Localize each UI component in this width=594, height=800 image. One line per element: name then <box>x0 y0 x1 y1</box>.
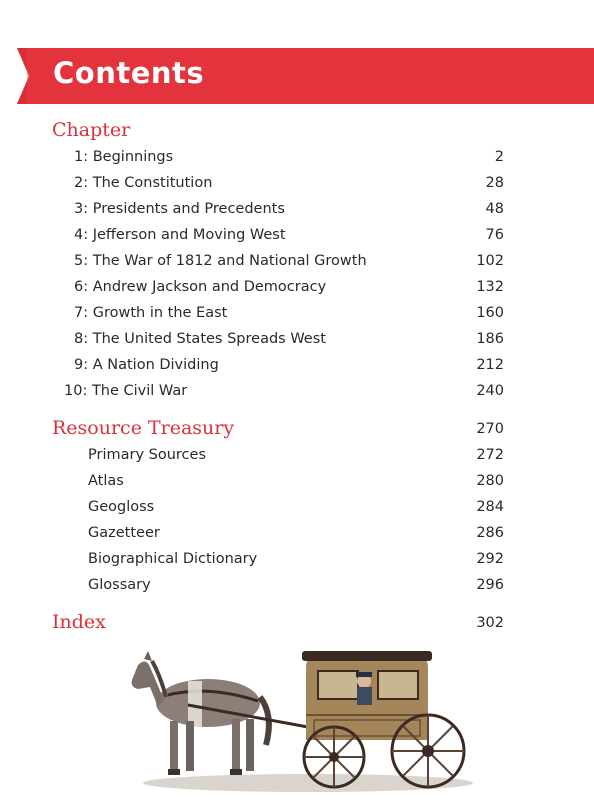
toc-row[interactable] <box>0 499 594 521</box>
toc-entry-label: Geogloss <box>88 499 155 515</box>
toc-row[interactable] <box>0 331 594 353</box>
toc-row[interactable] <box>0 473 594 495</box>
toc-page-number: 76 <box>485 227 504 243</box>
toc-page-number: 132 <box>476 279 504 295</box>
toc-page-number: 286 <box>476 525 504 541</box>
toc-entry-label: Primary Sources <box>88 447 206 463</box>
toc-row[interactable] <box>0 383 594 405</box>
toc-row[interactable] <box>0 551 594 573</box>
toc-page-number: 28 <box>485 175 504 191</box>
toc-row[interactable] <box>0 525 594 547</box>
toc-row[interactable] <box>0 227 594 249</box>
toc-row[interactable] <box>0 279 594 301</box>
toc-row[interactable] <box>0 357 594 379</box>
resource-treasury-row[interactable] <box>0 419 594 443</box>
toc-row[interactable] <box>0 201 594 223</box>
index-row[interactable] <box>0 613 594 637</box>
toc-page-number: 240 <box>476 383 504 399</box>
toc-entry-label: Biographical Dictionary <box>88 551 258 567</box>
toc-page-number: 160 <box>476 305 504 321</box>
index-heading: Index <box>52 611 106 633</box>
toc-row[interactable] <box>0 253 594 275</box>
toc-page-number: 270 <box>476 421 504 437</box>
toc-page-number: 212 <box>476 357 504 373</box>
toc-page-number: 280 <box>476 473 504 489</box>
toc-entry-label: Gazetteer <box>88 525 160 541</box>
toc-entry-label: 1: Beginnings <box>74 149 174 165</box>
toc-page-number: 302 <box>476 615 504 631</box>
toc-entry-label: 4: Jefferson and Moving West <box>74 227 286 243</box>
toc-page-number: 48 <box>485 201 504 217</box>
resource-treasury-heading: Resource Treasury <box>52 417 235 439</box>
toc-entry-label: 3: Presidents and Precedents <box>74 201 285 217</box>
toc-entry-label: 6: Andrew Jackson and Democracy <box>74 279 327 295</box>
toc-page-number: 2 <box>494 149 504 165</box>
horse-drawn-mail-carriage-icon <box>128 645 478 795</box>
toc-row[interactable] <box>0 175 594 197</box>
toc-row[interactable] <box>0 149 594 171</box>
toc-page-number: 284 <box>476 499 504 515</box>
toc-row[interactable] <box>0 577 594 599</box>
page-title: Contents <box>53 56 205 90</box>
toc-page-number: 186 <box>476 331 504 347</box>
chapter-heading: Chapter <box>52 119 131 141</box>
toc-entry-label: Atlas <box>88 473 124 489</box>
toc-entry-label: 8: The United States Spreads West <box>74 331 326 347</box>
contents-banner <box>17 48 594 104</box>
toc-entry-label: Glossary <box>88 577 151 593</box>
toc-entry-label: 9: A Nation Dividing <box>74 357 219 373</box>
toc-entry-label: 7: Growth in the East <box>74 305 228 321</box>
toc-page-number: 272 <box>476 447 504 463</box>
toc-entry-label: 2: The Constitution <box>74 175 213 191</box>
toc-page-number: 102 <box>476 253 504 269</box>
toc-entry-label: 10: The Civil War <box>64 383 188 399</box>
toc-row[interactable] <box>0 305 594 327</box>
toc-page-number: 292 <box>476 551 504 567</box>
toc-row[interactable] <box>0 447 594 469</box>
toc-page-number: 296 <box>476 577 504 593</box>
toc-entry-label: 5: The War of 1812 and National Growth <box>74 253 367 269</box>
